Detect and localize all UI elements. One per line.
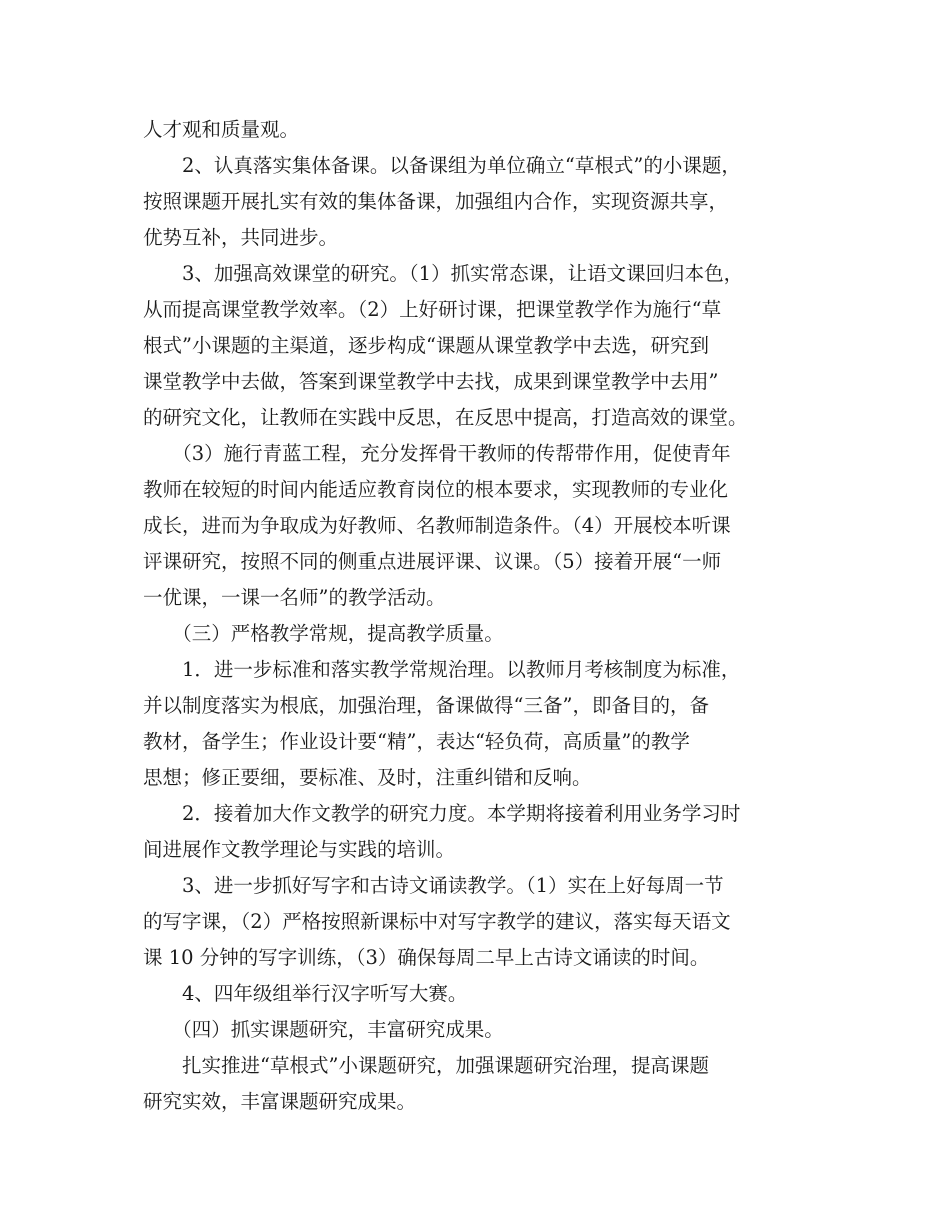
text-line: 4、四年级组举行汉字听写大赛。 xyxy=(143,982,468,1005)
document-body xyxy=(143,112,823,1120)
text-line: 从而提高课堂教学效率。（2）上好研讨课，把课堂教学作为施行“草 xyxy=(143,298,722,321)
text-line: 教材，备学生；作业设计要“精”，表达“轻负荷，高质量”的教学 xyxy=(143,730,690,753)
text-line: 根式”小课题的主渠道，逐步构成“课题从课堂教学中去选，研究到 xyxy=(143,334,709,357)
text-line: 一优课，一课一名师”的教学活动。 xyxy=(143,586,446,609)
text-line: 3、进一步抓好写字和古诗文诵读教学。（1）实在上好每周一节 xyxy=(143,874,724,897)
text-line: 扎实推进“草根式”小课题研究，加强课题研究治理，提高课题 xyxy=(143,1054,709,1077)
text-line: 评课研究，按照不同的侧重点进展评课、议课。（5）接着开展“一师 xyxy=(143,550,722,573)
text-line: 课堂教学中去做，答案到课堂教学中去找，成果到课堂教学中去用” xyxy=(143,370,719,393)
text-line: 的研究文化，让教师在实践中反思，在反思中提高，打造高效的课堂。 xyxy=(143,406,748,429)
text-line: 1．进一步标准和落实教学常规治理。以教师月考核制度为标准， xyxy=(143,658,741,681)
text-line: 2．接着加大作文教学的研究力度。本学期将接着利用业务学习时 xyxy=(143,802,741,825)
text-line: 间进展作文教学理论与实践的培训。 xyxy=(143,838,456,861)
text-line: 按照课题开展扎实有效的集体备课，加强组内合作，实现资源共享， xyxy=(143,190,729,213)
text-line: 并以制度落实为根底，加强治理，备课做得“三备”，即备目的，备 xyxy=(143,694,709,717)
section-heading: （三）严格教学常规，提高教学质量。 xyxy=(143,622,504,645)
text-line: 的写字课，（2）严格按照新课标中对写字教学的建议，落实每天语文 xyxy=(143,910,731,933)
section-heading: （四）抓实课题研究，丰富研究成果。 xyxy=(143,1018,504,1041)
text-line: 成长，进而为争取成为好教师、名教师制造条件。（4）开展校本听课 xyxy=(143,514,731,537)
text-line: 教师在较短的时间内能适应教育岗位的根本要求，实现教师的专业化 xyxy=(143,478,729,501)
text-line: 研究实效，丰富课题研究成果。 xyxy=(143,1090,417,1113)
text-line: 人才观和质量观。 xyxy=(143,118,300,141)
text-line: 思想；修正要细，要标准、及时，注重纠错和反响。 xyxy=(143,766,592,789)
text-line: 课 10 分钟的写字训练，（3）确保每周二早上古诗文诵读的时间。 xyxy=(143,946,710,969)
text-line: 优势互补，共同进步。 xyxy=(143,226,339,249)
text-line: （3）施行青蓝工程，充分发挥骨干教师的传帮带作用，促使青年 xyxy=(143,442,731,465)
text-line: 3、加强高效课堂的研究。（1）抓实常态课，让语文课回归本色， xyxy=(143,262,744,285)
text-line: 2、认真落实集体备课。以备课组为单位确立“草根式”的小课题， xyxy=(143,154,741,177)
